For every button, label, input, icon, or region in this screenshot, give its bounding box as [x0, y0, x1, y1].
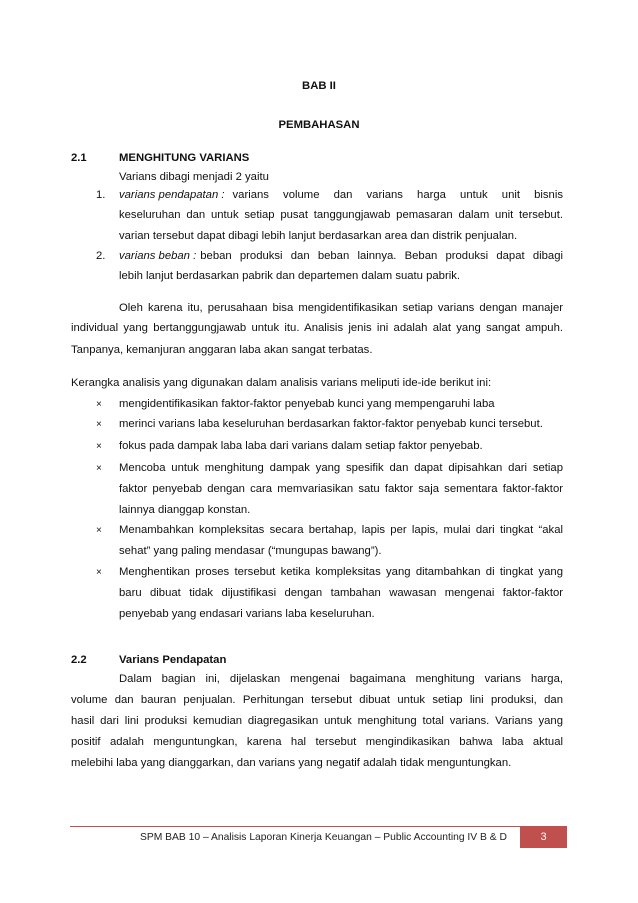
footer-text: SPM BAB 10 – Analisis Laporan Kinerja Keuangan – Public Accounting IV B & D [140, 832, 507, 843]
paragraph-line: melebihi laba yang dianggarkan, dan varians yang negatif adalah tidak menguntungkan. [71, 757, 512, 769]
paragraph-line: Tanpanya, kemanjuran anggaran laba akan sangat terbatas. [71, 344, 373, 356]
section-title: Varians Pendapatan [119, 654, 227, 666]
list-number: 1. [96, 189, 106, 201]
list-item-term: varians beban : [119, 250, 197, 262]
chapter-heading: BAB II [302, 80, 336, 92]
footer-divider [70, 826, 567, 827]
bullet-item-line: merinci varians laba keseluruhan berdasarkan faktor-faktor penyebab kunci tersebut. [119, 418, 543, 430]
section-title: MENGHITUNG VARIANS [119, 152, 250, 164]
list-item-text: beban produksi dan beban lainnya. Beban produksi dapat dibagi [200, 250, 563, 262]
paragraph-line: hasil dari lini produksi kemudian diagregasikan untuk menghitung total varians. Varians yang [71, 715, 563, 727]
paragraph-line: Oleh karena itu, perusahaan bisa mengidentifikasikan setiap varians dengan manajer [119, 302, 563, 314]
bullet-icon: × [96, 441, 102, 452]
paragraph-line: Dalam bagian ini, dijelaskan mengenai bagaimana menghitung varians harga, [119, 673, 563, 685]
section-intro: Varians dibagi menjadi 2 yaitu [119, 171, 269, 183]
list-item-line: lebih lanjut berdasarkan pabrik dan departemen dalam suatu pabrik. [119, 270, 461, 282]
paragraph-line: Kerangka analisis yang digunakan dalam analisis varians meliputi ide-ide berikut ini: [71, 377, 492, 389]
paragraph-line: individual yang bertanggungjawab untuk itu. Analisis jenis ini adalah alat yang sangat ampuh. [71, 322, 563, 334]
bullet-item-line: lainnya dianggap konstan. [119, 504, 251, 516]
bullet-icon: × [96, 399, 102, 410]
bullet-icon: × [96, 525, 102, 536]
list-number: 2. [96, 250, 106, 262]
bullet-item-line: Menghentikan proses tersebut ketika kompleksitas yang ditambahkan di tingkat yang [119, 566, 563, 578]
list-item [119, 250, 563, 262]
bullet-item-line: faktor penyebab dengan cara memvariasikan satu faktor saja sementara faktor-faktor [119, 483, 563, 495]
bullet-item-line: baru dibuat tidak dijustifikasi dengan tambahan wawasan mengenai faktor-faktor [119, 587, 563, 599]
list-item-term: varians pendapatan : [119, 189, 225, 201]
bullet-item-line: mengidentifikasikan faktor-faktor penyebab kunci yang mempengaruhi laba [119, 398, 495, 410]
list-item-line: keseluruhan dan untuk setiap pusat tanggungjawab pemasaran dalam unit tersebut. [119, 209, 563, 221]
page-number: 3 [520, 827, 567, 848]
bullet-icon: × [96, 463, 102, 474]
list-item [119, 189, 563, 201]
bullet-icon: × [96, 567, 102, 578]
paragraph-line: positif adalah menguntungkan, karena hal tersebut mengindikasikan bahwa laba aktual [71, 736, 563, 748]
bullet-item-line: sehat” yang paling mendasar (“mungupas bawang”). [119, 545, 382, 557]
bullet-item-line: Menambahkan kompleksitas secara bertahap, lapis per lapis, mulai dari tingkat “akal [119, 524, 563, 536]
chapter-title: PEMBAHASAN [278, 119, 360, 131]
section-number: 2.2 [71, 654, 87, 666]
paragraph-line: volume dan bauran penjualan. Perhitungan tersebut dibuat untuk setiap lini produksi, dan [71, 694, 563, 706]
bullet-icon: × [96, 419, 102, 430]
bullet-item-line: fokus pada dampak laba laba dari varians dalam setiap faktor penyebab. [119, 440, 483, 452]
bullet-item-line: penyebab yang endasari varians laba keseluruhan. [119, 608, 375, 620]
section-number: 2.1 [71, 152, 87, 164]
bullet-item-line: Mencoba untuk menghitung dampak yang spesifik dan dapat dipisahkan dari setiap [119, 462, 563, 474]
list-item-line: varian tersebut dapat dibagi lebih lanjut berdasarkan area dan distrik penjualan. [119, 230, 518, 242]
list-item-text: varians volume dan varians harga untuk unit bisnis [232, 189, 563, 201]
